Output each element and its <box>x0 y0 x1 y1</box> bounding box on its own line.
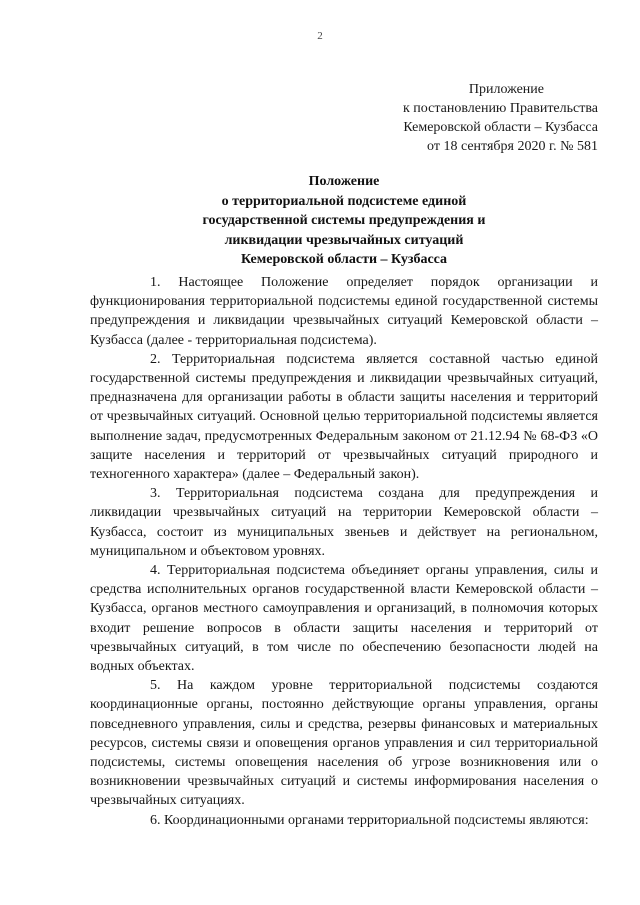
paragraph-text: Координационными органами территориальной подсистемы являются: <box>164 812 589 828</box>
appendix-label: Приложение <box>468 82 544 97</box>
paragraph-5 <box>90 676 598 810</box>
appendix-resolution: к постановлению Правительства <box>402 101 598 116</box>
paragraph-1 <box>90 273 598 350</box>
title-line-5: Кемеровской области – Кузбасса <box>240 252 448 267</box>
title-line-4: ликвидации чрезвычайных ситуаций <box>224 232 464 248</box>
paragraph-number: 1. <box>150 275 161 290</box>
paragraph-text: Территориальная подсистема является составной частью единой государственной системы предупреждения и ликвидации чрезвычайных ситуаций, предназначена для организации работы в области защиты населения и территорий от чрезвычайных ситуаций. Основной целью территориальной подсистемы является выполнение задач, предусмотренных Федеральным законом от 21.12.94 № 68-ФЗ «О защите населения и территорий от чрезвычайных ситуаций природного и техногенного характера» (далее – Федеральный закон). <box>90 351 599 483</box>
paragraph-number: 3. <box>150 486 161 502</box>
title-line-2: о территориальной подсистеме единой <box>221 193 467 209</box>
title-line-3: государственной системы предупреждения и <box>202 213 486 228</box>
appendix-date-number: от 18 сентября 2020 г. № 581 <box>427 139 598 154</box>
paragraph-2 <box>90 350 598 484</box>
document-title <box>90 172 598 270</box>
paragraph-3 <box>90 484 598 561</box>
paragraph-number: 6. <box>150 812 161 828</box>
paragraph-text: Территориальная подсистема создана для предупреждения и ликвидации чрезвычайных ситуаций на территории Кемеровской области – Кузбасса, состоит из муниципальных звеньев и действует на региональном, муниципальном и объектовом уровнях. <box>90 486 598 559</box>
paragraph-text: Настоящее Положение определяет порядок организации и функционирования территориальной подсистемы единой государственной системы предупреждения и ликвидации чрезвычайных ситуаций Кемеровской области – Кузбасса (далее - территориальная подсистема). <box>90 275 598 348</box>
appendix-region: Кемеровской области – Кузбасса <box>403 120 598 135</box>
appendix-header <box>348 80 598 156</box>
paragraph-number: 2. <box>150 351 161 367</box>
title-line-1: Положение <box>308 174 380 189</box>
paragraph-4 <box>90 561 598 676</box>
paragraph-number: 5. <box>150 678 161 694</box>
paragraph-6 <box>90 811 598 830</box>
document-body <box>90 273 598 830</box>
paragraph-text: На каждом уровне территориальной подсистемы создаются координационные органы, постоянно действующие органы управления, органы повседневного управления, силы и средства, резервы финансовых и материальных ресурсов, системы связи и оповещения органов управления и сил территориальной подсистемы, системы оповещения населения об угрозе возникновения или о возникновении чрезвычайных ситуаций и системы информирования населения о чрезвычайных ситуациях. <box>90 678 598 809</box>
paragraph-number: 4. <box>150 563 161 579</box>
page-number: 2 <box>317 30 323 42</box>
paragraph-text: Территориальная подсистема объединяет органы управления, силы и средства исполнительных органов государственной власти Кемеровской области – Кузбасса, органов местного самоуправления и организаций, в полномочия которых входит решение вопросов в области защиты населения и территорий от чрезвычайных ситуаций, в том числе по обеспечению безопасности людей на водных объектах. <box>90 563 599 675</box>
